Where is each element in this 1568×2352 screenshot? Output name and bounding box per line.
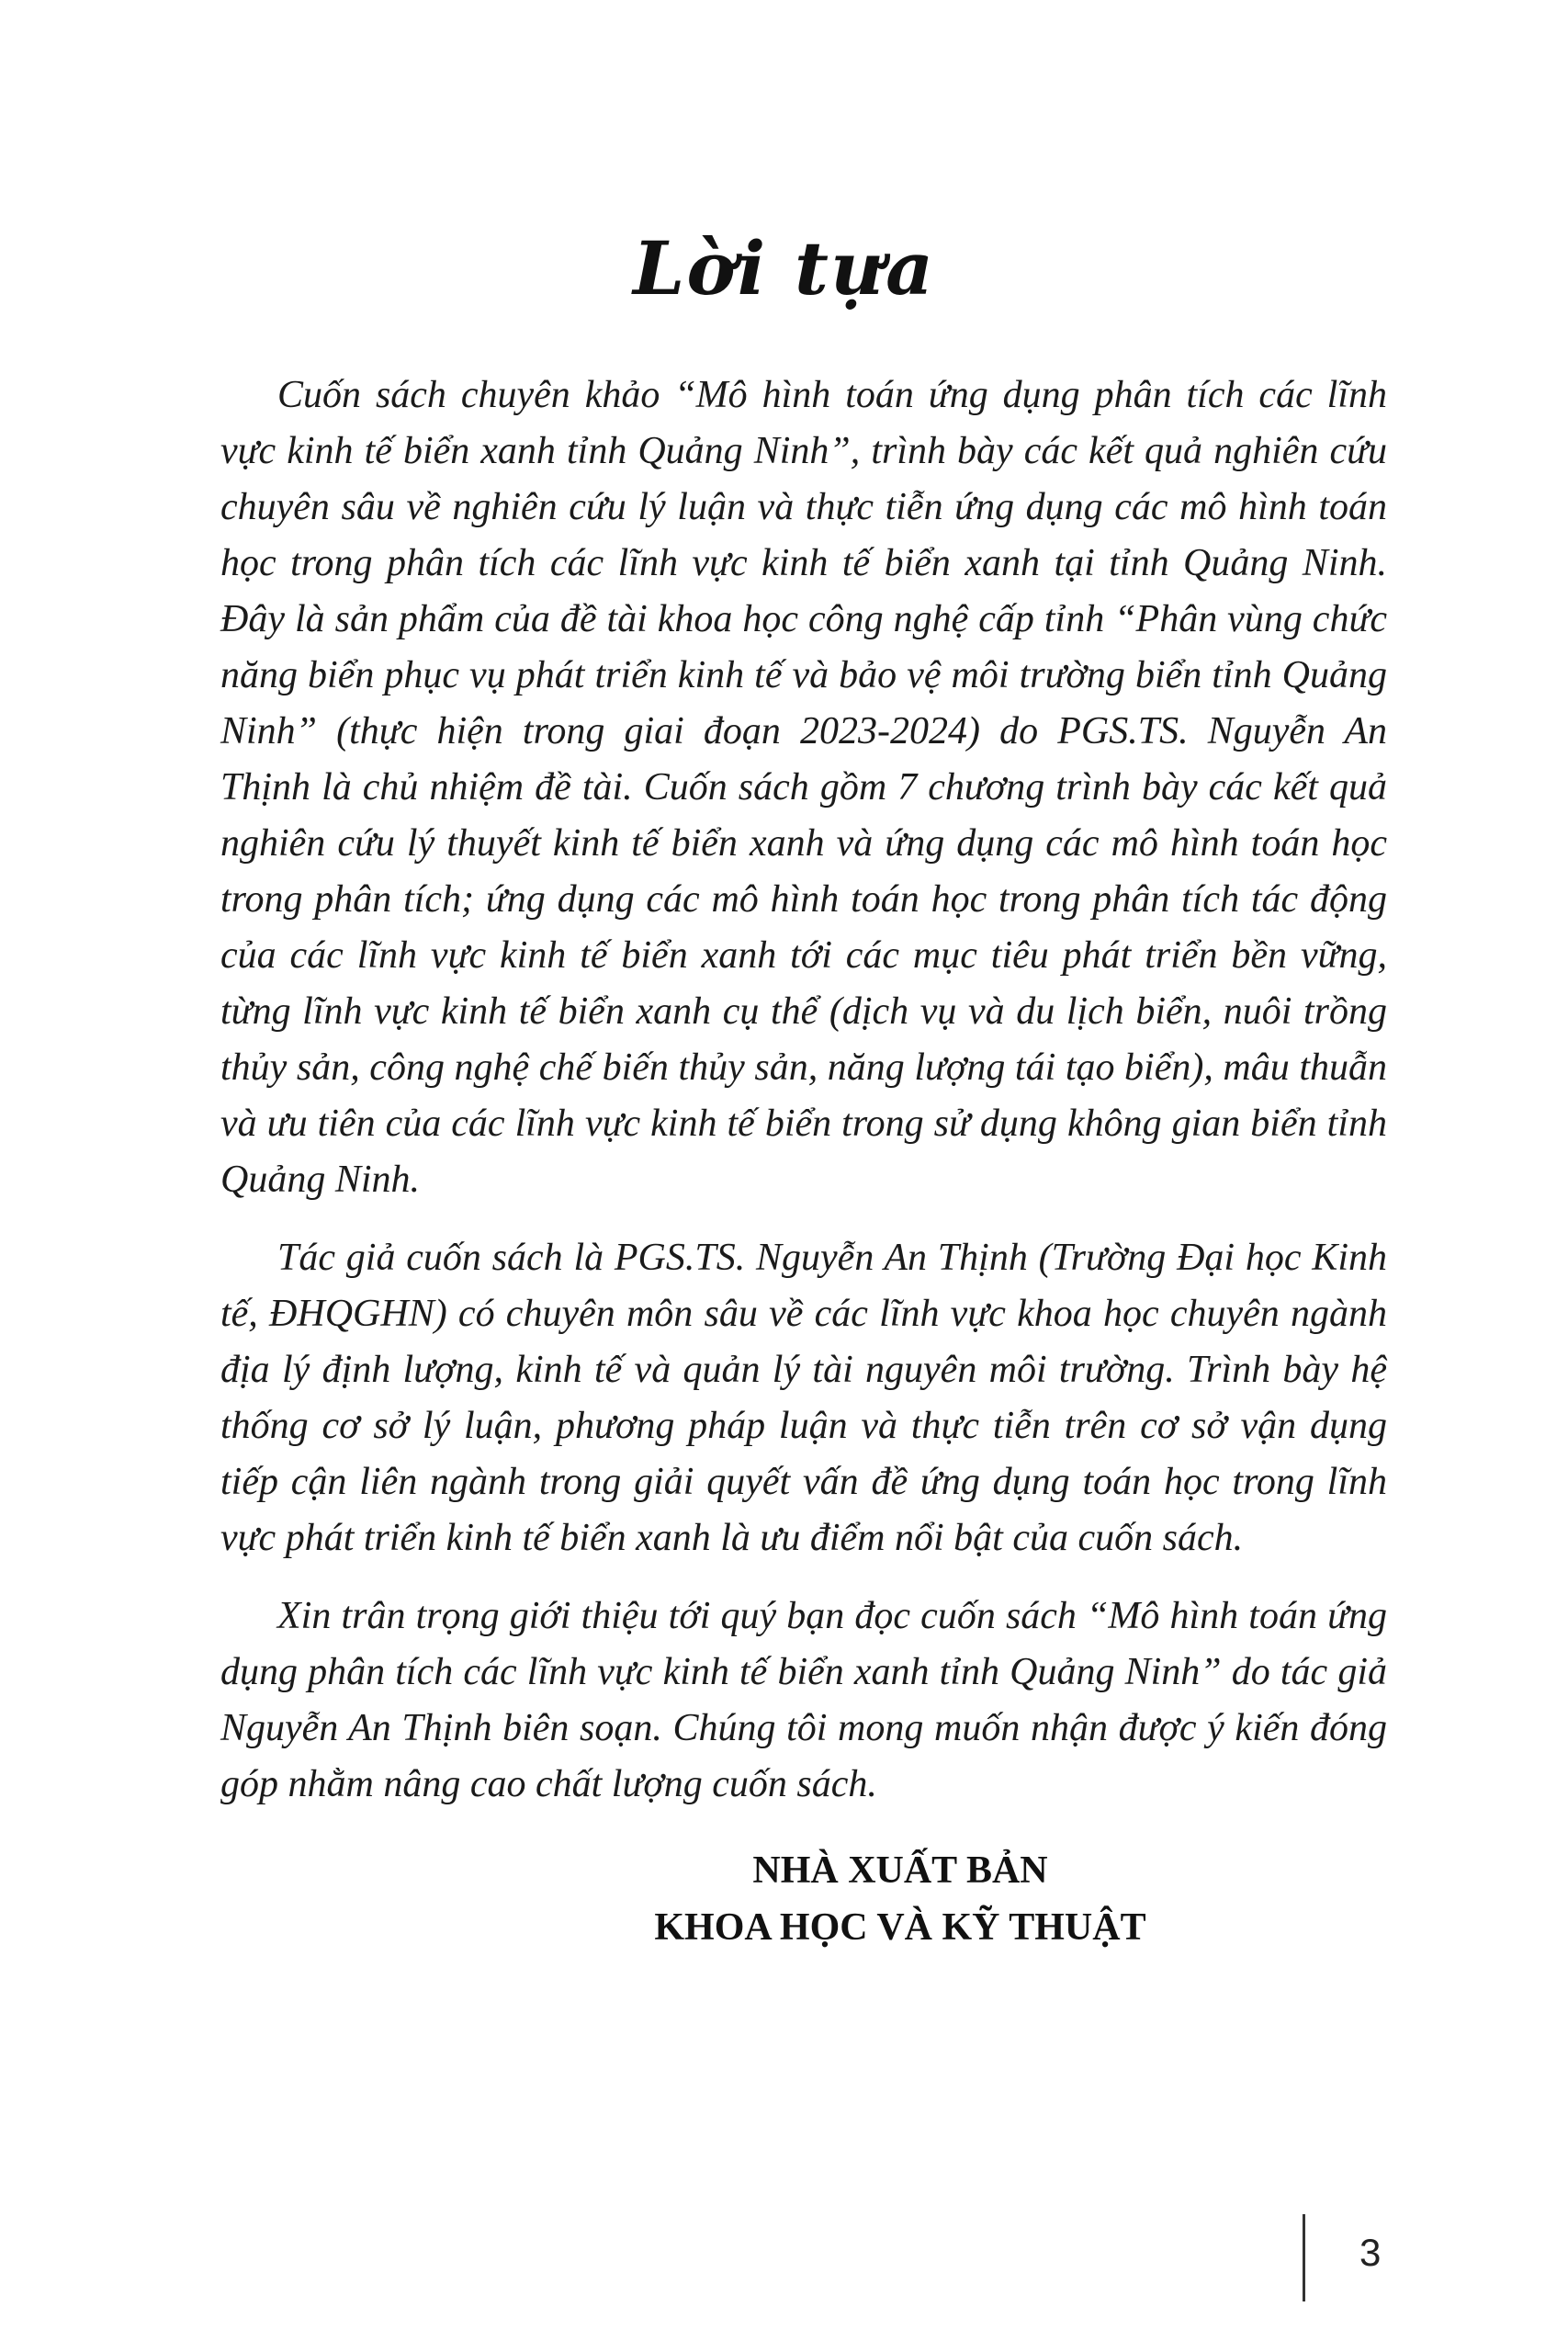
page-number-divider [1303,2214,1305,2301]
preface-paragraph-3: Xin trân trọng giới thiệu tới quý bạn đọc cuốn sách “Mô hình toán ứng dụng phân tích các lĩnh vực kinh tế biển xanh tỉnh Quảng Ninh” do tác giả Nguyễn An Thịnh biên soạn. Chúng tôi mong muốn nhận được ý kiến đóng góp nhằm nâng cao chất lượng cuốn sách. [220,1595,1387,1805]
preface-paragraph-2: Tác giả cuốn sách là PGS.TS. Nguyễn An Thịnh (Trường Đại học Kinh tế, ĐHQGHN) có chuyên môn sâu về các lĩnh vực khoa học chuyên ngành địa lý định lượng, kinh tế và quản lý tài nguyên môi trường. Trình bày hệ thống cơ sở lý luận, phương pháp luận và thực tiễn trên cơ sở vận dụng tiếp cận liên ngành trong giải quyết vấn đề ứng dụng toán học trong lĩnh vực phát triển kinh tế biển xanh là ưu điểm nổi bật của cuốn sách. [220,1237,1387,1559]
preface-body [220,368,1387,1835]
page-title: Lời tựa [633,225,935,311]
publisher-line-1: NHÀ XUẤT BẢN [752,1849,1048,1892]
publisher-line-2: KHOA HỌC VÀ KỸ THUẬT [654,1906,1146,1949]
preface-paragraph-1: Cuốn sách chuyên khảo “Mô hình toán ứng dụng phân tích các lĩnh vực kinh tế biển xanh tỉnh Quảng Ninh”, trình bày các kết quả nghiên cứu chuyên sâu về nghiên cứu lý luận và thực tiễn ứng dụng các mô hình toán học trong phân tích các lĩnh vực kinh tế biển xanh tại tỉnh Quảng Ninh. Đây là sản phẩm của đề tài khoa học công nghệ cấp tỉnh “Phân vùng chức năng biển phục vụ phát triển kinh tế và bảo vệ môi trường biển tỉnh Quảng Ninh” (thực hiện trong giai đoạn 2023-2024) do PGS.TS. Nguyễn An Thịnh là chủ nhiệm đề tài. Cuốn sách gồm 7 chương trình bày các kết quả nghiên cứu lý thuyết kinh tế biển xanh và ứng dụng các mô hình toán học trong phân tích; ứng dụng các mô hình toán học trong phân tích tác động của các lĩnh vực kinh tế biển xanh tới các mục tiêu phát triển bền vững, từng lĩnh vực kinh tế biển xanh cụ thể (dịch vụ và du lịch biển, nuôi trồng thủy sản, công nghệ chế biến thủy sản, năng lượng tái tạo biển), mâu thuẫn và ưu tiên của các lĩnh vực kinh tế biển trong sử dụng không gian biển tỉnh Quảng Ninh. [220,374,1387,1201]
publisher-signature [551,1842,1249,1956]
page-number: 3 [1359,2231,1382,2274]
